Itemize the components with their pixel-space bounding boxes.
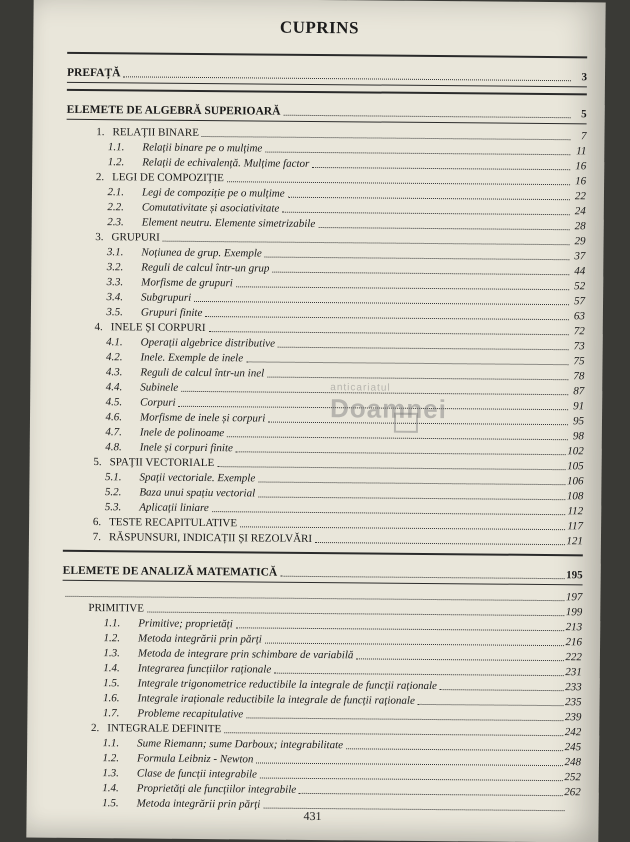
toc-entry-page: 245 [565, 741, 582, 754]
dot-leader [236, 450, 565, 455]
dot-leader [265, 256, 570, 261]
toc-entry-page: 44 [571, 265, 585, 278]
toc-entry-page: 11 [572, 145, 586, 158]
toc-entry-page: 248 [564, 756, 581, 769]
toc-entry-label: Integrale trigonometrice reductibile la integrale de funcții raționale [138, 677, 437, 693]
toc-entry-number: 5.1. [63, 471, 121, 485]
toc-entry-page: 16 [572, 175, 586, 188]
toc-entry-label: Probleme recapitulative [137, 707, 243, 721]
toc-entry-page: 262 [564, 786, 581, 799]
dot-leader [278, 346, 569, 351]
toc-entry-label: Aplicații liniare [139, 501, 209, 515]
toc-entry-number: 1.2. [61, 752, 119, 766]
toc-entry-number: 1.4. [62, 662, 120, 676]
toc-entry-number: 4.5. [64, 396, 122, 410]
toc-entry-page: 108 [567, 490, 584, 503]
watermark-icon [394, 413, 418, 433]
table-of-contents [61, 52, 588, 815]
toc-entry-label: PRIMITIVE [62, 602, 144, 616]
dot-leader [299, 792, 562, 796]
toc-entry-page: 28 [572, 220, 586, 233]
toc-entry-page: 252 [564, 771, 581, 784]
dot-leader [418, 703, 563, 706]
watermark-logo [330, 382, 471, 443]
toc-entry-number: 3.4. [65, 291, 123, 305]
dot-leader [346, 747, 563, 751]
toc-entry-label: SPAȚII VECTORIALE [110, 456, 215, 470]
watermark-main-text: Doamnei [330, 393, 470, 425]
toc-entry-number: 4.1. [65, 336, 123, 350]
toc-entry-page: 29 [572, 235, 586, 248]
toc-entry-label: LEGI DE COMPOZIȚIE [112, 171, 224, 185]
toc-entry-page: 105 [567, 460, 584, 473]
toc-entry-number: 1.3. [61, 767, 119, 781]
toc-entry-number: 4. [65, 321, 103, 334]
dot-leader [123, 75, 571, 81]
toc-entry-chap [63, 529, 583, 549]
toc-entry-label: PREFAȚĂ [67, 67, 121, 80]
toc-entry-label: RELAȚII BINARE [112, 126, 199, 140]
toc-entry-number: 2. [66, 171, 104, 184]
toc-entry-number: 2. [61, 722, 99, 735]
toc-entry-page: 98 [570, 430, 584, 443]
toc-entry-number: 1. [66, 126, 104, 139]
toc-entry-page: 91 [570, 400, 584, 413]
toc-entry-number: 2.3. [66, 216, 124, 230]
dot-leader [205, 315, 569, 320]
toc-entry-label: Metoda integrării prin părți [137, 797, 261, 811]
toc-entry-number: 3.3. [65, 276, 123, 290]
toc-entry-label: Primitive; proprietăți [138, 617, 233, 631]
dot-leader [440, 688, 563, 691]
toc-entry-page: 75 [570, 355, 584, 368]
section-separator [67, 52, 587, 59]
toc-entry-page: 235 [565, 696, 582, 709]
toc-entry-number: 4.2. [64, 351, 122, 365]
dot-leader [288, 196, 570, 200]
toc-entry-page: 231 [565, 666, 582, 679]
toc-entry-page: 5 [573, 108, 587, 121]
toc-entry-page: 24 [572, 205, 586, 218]
toc-entry-page: 52 [571, 280, 585, 293]
toc-entry-number: 1.5. [62, 677, 120, 691]
toc-entry-page: 121 [566, 535, 583, 548]
dot-leader [246, 360, 568, 365]
toc-entry-label: Spații vectoriale. Exemple [139, 471, 255, 485]
toc-entry-label: INTEGRALE DEFINITE [107, 722, 221, 736]
toc-entry-page: 57 [571, 295, 585, 308]
toc-entry-label: Element neutru. Elemente simetrizabile [142, 216, 316, 231]
toc-entry-page: 73 [571, 340, 585, 353]
toc-entry-page: 37 [571, 250, 585, 263]
toc-entry-page: 216 [566, 636, 583, 649]
dot-leader [283, 114, 570, 119]
toc-entry-label: Reguli de calcul într-un grup [141, 261, 269, 275]
toc-entry-label: Reguli de calcul într-un inel [140, 366, 264, 380]
toc-entry-label: Operații algebrice distributive [141, 336, 276, 350]
dot-leader [272, 271, 569, 276]
toc-entry-label: Relații binare pe o mulțime [142, 141, 262, 155]
toc-entry-number: 4.8. [64, 441, 122, 455]
toc-entry-page: 3 [573, 71, 587, 84]
toc-entry-page: 239 [565, 711, 582, 724]
dot-leader [227, 180, 570, 185]
toc-entry-label: Inele și corpuri finite [140, 441, 233, 455]
dot-leader [202, 135, 571, 140]
toc-entry-number: 1.1. [61, 737, 119, 751]
toc-entry-label: Clase de funcții integrabile [137, 767, 257, 781]
toc-entry-label: Baza unui spațiu vectorial [139, 486, 255, 500]
toc-entry-page: 22 [572, 190, 586, 203]
toc-entry-page: 112 [567, 505, 583, 518]
toc-entry-page: 213 [566, 621, 583, 634]
dot-leader [267, 376, 568, 381]
dot-leader [240, 525, 565, 530]
toc-entry-number: 3.5. [65, 306, 123, 320]
toc-entry-page: 78 [570, 370, 584, 383]
toc-entry-number: 1.2. [62, 632, 120, 646]
toc-entry-label: ELEMETE DE ANALIZĂ MATEMATICĂ [63, 565, 278, 580]
toc-entry-number: 2.2. [66, 201, 124, 215]
dot-leader [208, 330, 568, 335]
toc-entry-page: 233 [565, 681, 582, 694]
toc-entry-number: 4.4. [64, 381, 122, 395]
dot-leader [217, 465, 565, 470]
toc-entry-label: ELEMETE DE ALGEBRĂ SUPERIOARĂ [67, 104, 281, 119]
toc-entry-page: 242 [565, 726, 582, 739]
dot-leader [258, 495, 565, 500]
toc-entry-label: Integrarea funcțiilor raționale [138, 662, 272, 676]
toc-entry-label: Metoda integrării prin părți [138, 632, 262, 646]
toc-entry-part [67, 62, 587, 85]
toc-entry-number: 3.2. [65, 261, 123, 275]
toc-entry-number: 1.3. [62, 647, 120, 661]
dot-leader [280, 575, 564, 579]
toc-entry-page: 222 [565, 651, 582, 664]
toc-entry-page: 63 [571, 310, 585, 323]
dot-leader [256, 761, 562, 766]
section-separator [63, 550, 583, 557]
toc-entry-label: Formula Leibniz - Newton [137, 752, 254, 766]
toc-entry-label: Comutativitate și asociativitate [142, 201, 280, 215]
toc-entry-label: Sume Riemann; sume Darboux; integrabilitate [137, 737, 343, 752]
toc-entry-part [63, 560, 583, 583]
toc-entry-number: 7. [63, 531, 101, 544]
section-separator [67, 89, 587, 96]
toc-entry-number: 1.1. [66, 141, 124, 155]
watermark-top-text: anticariatul [330, 382, 470, 394]
dot-leader [312, 166, 570, 170]
toc-entry-number: 1.2. [66, 156, 124, 170]
toc-entry-label: Noțiunea de grup. Exemple [141, 246, 261, 260]
toc-entry-label: RĂSPUNSURI, INDICAȚII ȘI REZOLVĂRI [109, 531, 312, 546]
toc-entry-number: 5.3. [63, 501, 121, 515]
toc-entry-page: 199 [566, 606, 583, 619]
toc-entry-number: 5.2. [63, 486, 121, 500]
toc-entry-page: 7 [572, 130, 586, 143]
dot-leader [212, 510, 566, 515]
toc-entry-label: Inele. Exemple de inele [140, 351, 243, 365]
toc-entry-number: 6. [63, 516, 101, 529]
toc-entry-page: 117 [567, 520, 583, 533]
page-number: 431 [26, 806, 598, 826]
toc-entry-label: Corpuri [140, 396, 176, 409]
toc-entry-page: 197 [566, 591, 583, 604]
toc-entry-number: 3. [66, 231, 104, 244]
toc-entry-page: 87 [570, 385, 584, 398]
toc-entry-number: 4.3. [64, 366, 122, 380]
toc-entry-label: Morfisme de grupuri [141, 276, 233, 290]
toc-entry-number: 1.6. [62, 692, 120, 706]
dot-leader [236, 285, 569, 290]
toc-entry-number: 4.6. [64, 411, 122, 425]
dot-leader [246, 716, 563, 721]
toc-entry-label: Relații de echivalență. Mulțime factor [142, 156, 309, 170]
toc-entry-label: Legi de compoziție pe o mulțime [142, 186, 285, 200]
toc-entry-number: 5. [64, 456, 102, 469]
toc-entry-number: 4.7. [64, 426, 122, 440]
toc-entry-page: 95 [570, 415, 584, 428]
toc-entry-label: Subinele [140, 381, 178, 394]
toc-entry-number: 1.1. [62, 617, 120, 631]
toc-entry-label: Proprietăți ale funcțiilor integrabile [137, 782, 296, 796]
dot-leader [258, 480, 565, 485]
toc-entry-page: 16 [572, 160, 586, 173]
dot-leader [265, 642, 564, 647]
dot-leader [318, 226, 569, 230]
toc-entry-label: Subgrupuri [141, 291, 191, 304]
dot-leader [356, 657, 563, 661]
toc-entry-label: Morfisme de inele și corpuri [140, 411, 265, 425]
dot-leader [265, 151, 570, 156]
toc-entry-number: 1.5. [61, 797, 119, 811]
toc-entry-label: Integrale iraționale reductibile la integrale de funcții raționale [138, 692, 415, 707]
toc-entry-label: Grupuri finite [141, 306, 203, 320]
dot-leader [282, 211, 570, 216]
book-page [26, 0, 605, 842]
dot-leader [236, 626, 564, 631]
toc-entry-page: 72 [571, 325, 585, 338]
toc-entry-label: TESTE RECAPITULATIVE [109, 516, 237, 530]
toc-entry-label: GRUPURI [112, 231, 160, 244]
toc-entry-number: 1.4. [61, 782, 119, 796]
dot-leader [260, 777, 562, 782]
dot-leader [194, 300, 569, 305]
page-title: CUPRINS [33, 16, 605, 41]
toc-entry-page: 102 [567, 445, 584, 458]
toc-entry-label: Inele de polinoame [140, 426, 224, 440]
dot-leader [315, 541, 564, 545]
toc-entry-label: Metoda de integrare prin schimbare de variabilă [138, 647, 354, 662]
toc-entry-number: 3.1. [65, 246, 123, 260]
toc-entry-label: INELE ȘI CORPURI [111, 321, 206, 335]
toc-entry-number: 2.1. [66, 186, 124, 200]
dot-leader [224, 731, 563, 736]
toc-entry-number: 1.7. [61, 707, 119, 721]
dot-leader [274, 672, 563, 677]
toc-entry-page: 195 [566, 569, 583, 582]
toc-entry-page: 106 [567, 475, 584, 488]
toc-entry-part [67, 99, 587, 122]
